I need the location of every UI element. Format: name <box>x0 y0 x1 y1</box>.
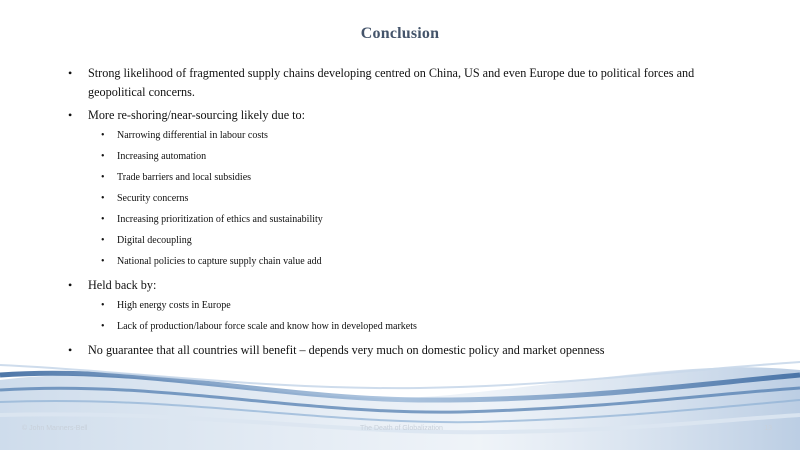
bullet-icon: • <box>101 321 105 332</box>
bullet-item <box>68 276 728 295</box>
sub-bullet-text: Digital decoupling <box>117 235 192 246</box>
sub-bullet-item <box>68 213 728 226</box>
bullet-icon: • <box>101 172 105 183</box>
bullet-icon: • <box>101 235 105 246</box>
sub-bullet-text: Increasing automation <box>117 151 207 162</box>
sub-bullet-text: Lack of production/labour force scale and know how in developed markets <box>117 321 417 332</box>
sub-bullet-item <box>68 255 728 268</box>
bullet-icon: • <box>68 278 73 292</box>
sub-bullet-item <box>68 129 728 142</box>
sub-bullet-item <box>68 320 728 333</box>
sub-bullet-list <box>68 299 728 333</box>
footer-title: The Death of Globalization <box>360 425 443 432</box>
bullet-icon: • <box>101 300 105 311</box>
wave-band-light <box>0 367 800 450</box>
bullet-text: Held back by: <box>88 278 157 292</box>
sub-bullet-item <box>68 234 728 247</box>
sub-bullet-item <box>68 171 728 184</box>
bullet-icon: • <box>101 256 105 267</box>
bullet-icon: • <box>101 151 105 162</box>
bullet-icon: • <box>68 343 73 357</box>
bullet-icon: • <box>68 66 73 80</box>
bullet-icon: • <box>101 214 105 225</box>
decorative-waves <box>0 340 800 450</box>
sub-bullet-text: Narrowing differential in labour costs <box>117 130 268 141</box>
sub-bullet-list <box>68 129 728 268</box>
sub-bullet-text: National policies to capture supply chain value add <box>117 256 322 267</box>
bullet-item <box>68 106 728 125</box>
bullet-item <box>68 64 728 102</box>
bullet-text: More re-shoring/near-sourcing likely due to: <box>88 108 306 122</box>
page-number: 13 <box>764 425 772 432</box>
sub-bullet-item <box>68 192 728 205</box>
bullet-icon: • <box>68 108 73 122</box>
slide-title: Conclusion <box>360 25 440 42</box>
sub-bullet-text: High energy costs in Europe <box>117 300 231 311</box>
sub-bullet-text: Security concerns <box>117 193 189 204</box>
bullet-text: No guarantee that all countries will benefit – depends very much on domestic policy and market openness <box>88 343 605 357</box>
sub-bullet-text: Trade barriers and local subsidies <box>117 172 252 183</box>
sub-bullet-item <box>68 299 728 312</box>
sub-bullet-text: Increasing prioritization of ethics and sustainability <box>117 214 323 225</box>
sub-bullet-item <box>68 150 728 163</box>
footer-copyright: © John Manners-Bell <box>22 425 88 432</box>
bullet-text: Strong likelihood of fragmented supply chains developing centred on China, US and even Europe due to political forces and geopolitical concerns. <box>88 66 695 99</box>
bullet-icon: • <box>101 193 105 204</box>
bullet-list <box>68 64 728 364</box>
bullet-icon: • <box>101 130 105 141</box>
